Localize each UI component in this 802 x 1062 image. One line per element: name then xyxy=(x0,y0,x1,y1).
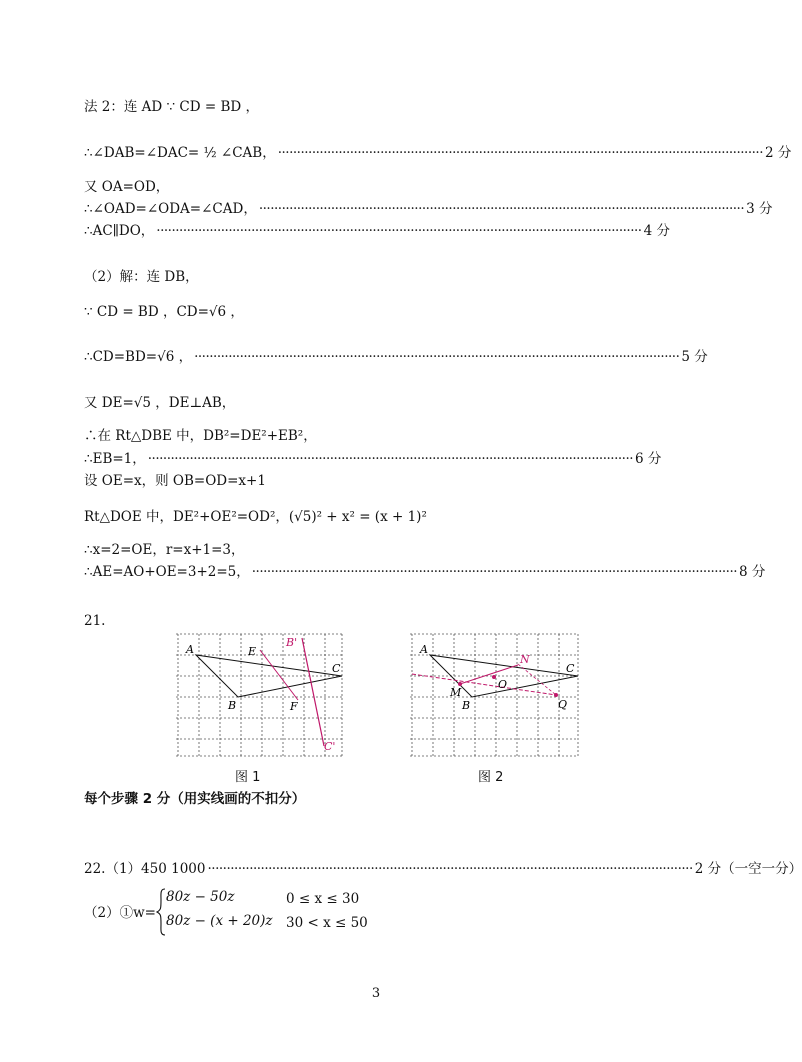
leader-dots: ································································································································ xyxy=(147,451,634,467)
q21-scoring-note: 每个步骤 2 分（用实线画的不扣分） xyxy=(84,791,306,807)
figure-2 xyxy=(410,632,582,760)
method2-line-4: ∴∠OAD=∠ODA=∠CAD， ································································································································ 3 分 xyxy=(84,198,660,220)
figure-1 xyxy=(176,632,346,760)
line-b1c1 xyxy=(302,638,324,746)
leader-dots: ································································································································ xyxy=(251,564,738,580)
part2-line-5: ∴在 Rt△DBE 中，DB²=DE²+EB²， xyxy=(84,428,317,444)
part2-line-7: 设 OE=x，则 OB=OD=x+1 xyxy=(84,473,266,489)
method2-line-3: 又 OA=OD， xyxy=(84,179,170,195)
label-b: B xyxy=(228,699,237,712)
case-1-expression: 80z − 50z xyxy=(166,889,235,905)
method2-line-2: ∴∠DAB=∠DAC= ½ ∠CAB， ································································································································ 2 分 xyxy=(84,142,660,164)
score-label: 2 分（一空一分） xyxy=(694,861,802,877)
segment-mn xyxy=(460,665,518,684)
label-a: A xyxy=(420,643,428,656)
label-f: F xyxy=(290,700,298,713)
part2-line-6: ∴EB=1， ································································································································ 6 分 xyxy=(84,448,660,470)
label-b-prime: B' xyxy=(286,636,298,649)
part2-line-8: Rt△DOE 中，DE²+OE²=OD²，(√5)² + x² = (x + 1)² xyxy=(84,509,427,525)
score-label: 6 分 xyxy=(635,451,662,467)
line-nq xyxy=(518,664,556,695)
label-m: M xyxy=(450,686,462,699)
label-n: N xyxy=(520,653,530,666)
leader-dots: ································································································································ xyxy=(156,223,642,239)
point-o xyxy=(492,675,496,679)
case-1-condition: 0 ≤ x ≤ 30 xyxy=(286,891,360,907)
part2-line-4: 又 DE=√5 ，DE⊥AB， xyxy=(84,395,236,411)
part2-line-3: ∴CD=BD=√6 ， ································································································································ 5 分 xyxy=(84,346,660,368)
point-q xyxy=(554,693,558,697)
figure-1-caption: 图 1 xyxy=(235,770,261,785)
case-2-condition: 30 < x ≤ 50 xyxy=(286,915,368,931)
score-label: 2 分 xyxy=(765,145,792,161)
label-c: C xyxy=(332,662,341,675)
score-label: 4 分 xyxy=(643,223,670,239)
case-2-expression: 80z − (x + 20)z xyxy=(166,913,273,929)
part2-line-2: ∵ CD = BD ，CD=√6 ， xyxy=(84,304,244,320)
score-label: 8 分 xyxy=(739,564,766,580)
part2-line-9: ∴x=2=OE，r=x+1=3， xyxy=(84,542,245,558)
score-label: 5 分 xyxy=(681,349,708,365)
grid xyxy=(410,634,578,756)
score-label: 3 分 xyxy=(746,201,773,217)
leader-dots: ································································································································ xyxy=(207,861,693,877)
left-brace-icon xyxy=(156,888,166,936)
leader-dots: ································································································································ xyxy=(194,349,680,365)
line-ef xyxy=(260,650,298,700)
label-q: Q xyxy=(558,698,568,711)
part2-line-1: （2）解：连 DB， xyxy=(84,269,199,285)
q21-number: 21. xyxy=(84,613,106,629)
leader-dots: ································································································································ xyxy=(277,145,763,161)
leader-dots: ································································································································ xyxy=(258,201,745,217)
figure-2-caption: 图 2 xyxy=(478,770,504,785)
label-o: O xyxy=(498,678,508,691)
grid xyxy=(176,634,342,756)
label-c: C xyxy=(566,662,575,675)
piecewise-prefix: （2）①w= xyxy=(84,905,156,921)
label-c-prime: C' xyxy=(324,740,336,753)
label-e: E xyxy=(248,645,257,658)
q22-line-1: 22.（1）450 1000 ································································································································ 2 分（一空一分） xyxy=(84,858,660,880)
label-b: B xyxy=(462,699,471,712)
part2-line-10: ∴AE=AO+OE=3+2=5， ································································································································ 8 分 xyxy=(84,561,660,583)
page-number: 3 xyxy=(371,986,381,1001)
method2-line-1: 法 2：连 AD ∵ CD = BD ， xyxy=(84,99,259,115)
method2-line-5: ∴AC∥DO， ································································································································ 4 分 xyxy=(84,220,660,242)
label-a: A xyxy=(186,643,194,656)
